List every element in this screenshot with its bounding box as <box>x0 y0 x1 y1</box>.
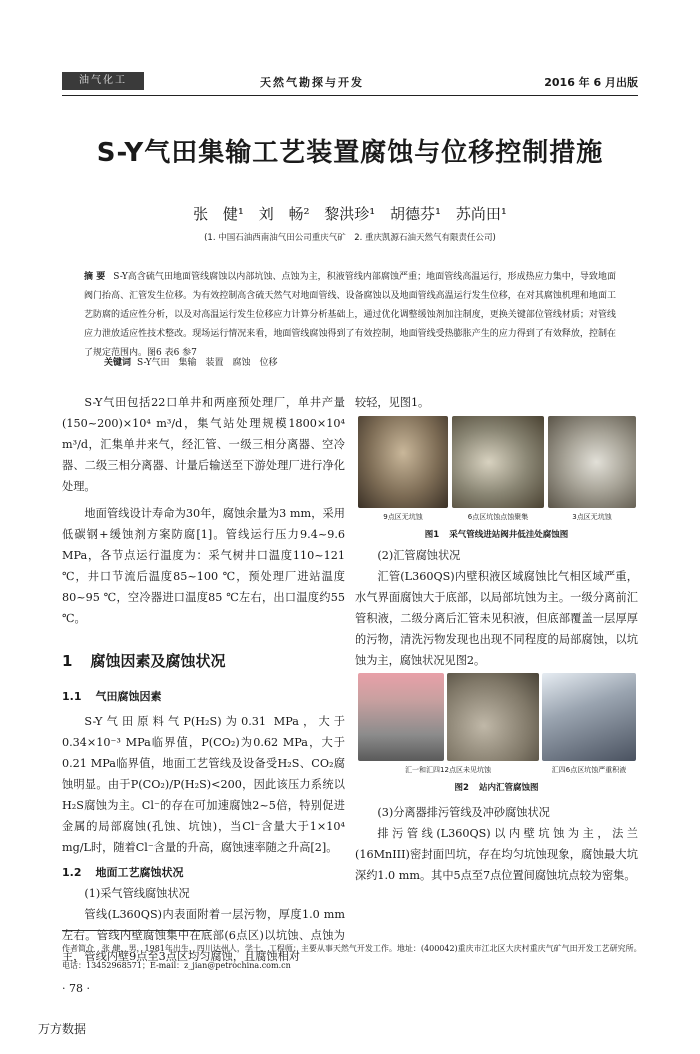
figure-2-photo-left <box>358 673 444 761</box>
figure-2-photo-middle <box>447 673 539 761</box>
subsection-heading <box>62 862 345 883</box>
figure-1-photo-right <box>548 416 636 508</box>
footnote-rule <box>62 930 212 931</box>
body-paragraph: 管线(L360QS)内表面附着一层污物，厚度1.0 mm左右。管线内壁腐蚀集中在底部(6点区)以坑蚀、点蚀为主，管线内壁9点至3点区均匀腐蚀，且腐蚀相对 <box>62 908 345 963</box>
keywords-label: 关键词 <box>104 358 132 368</box>
body-paragraph: S-Y气田原料气P(H₂S)为0.31 MPa，大于0.34×10⁻³ MPa临界值，P(CO₂)为0.62 MPa，大于0.21 MPa临界值，地面工艺管线及设备受H₂S、CO₂腐蚀明显。由于P(CO₂)/P(H₂S)<200，因此该压力系统以H₂S腐蚀为主。Cl⁻的存在可加速腐蚀2~5倍，特别促进金属的局部腐蚀(孔蚀、坑蚀)，当Cl⁻含量大于1×10⁴ mg/L时，随着Cl⁻含量的升高，腐蚀速率随之升高[2]。 <box>62 715 345 854</box>
sub-heading: (3)分离器排污管线及冲砂腐蚀状况 <box>377 806 550 819</box>
subsection-number: 1.1 <box>62 690 82 703</box>
body-paragraph: 排污管线(L360QS)以内壁坑蚀为主，法兰(16MnIII)密封面凹坑，存在均匀坑蚀现象，腐蚀最大坑深约1.0 mm。其中5点至7点位置间腐蚀坑点较为密集。 <box>355 827 638 882</box>
section-number: 1 <box>62 652 73 670</box>
figure-1-caption <box>355 528 638 540</box>
sub-heading: (2)汇管腐蚀状况 <box>377 549 461 562</box>
figure-2-caption <box>355 781 638 793</box>
figure-2-photo-right <box>542 673 636 761</box>
watermark: 万方数据 <box>38 1022 87 1036</box>
figure-2-label: 汇一和汇四12点区未见坑蚀 <box>405 766 491 774</box>
journal-name: 天然气勘探与开发 <box>260 76 364 89</box>
subsection-title: 气田腐蚀因素 <box>95 690 162 703</box>
right-column-top <box>355 392 638 413</box>
figure-1-label: 9点区无坑蚀 <box>383 513 423 521</box>
section-title: 腐蚀因素及腐蚀状况 <box>90 652 226 670</box>
subsection-title: 地面工艺腐蚀状况 <box>95 866 184 879</box>
figure-2-label: 汇四6点区坑蚀严重积液 <box>551 766 627 774</box>
section-badge: 油气化工 <box>62 72 144 90</box>
figure-1-label: 6点区坑蚀点蚀聚集 <box>467 513 529 521</box>
sub-heading: (1)采气管线腐蚀状况 <box>84 887 190 900</box>
keywords-text: S-Y气田 集输 装置 腐蚀 位移 <box>137 358 278 368</box>
figure-1-photo-middle <box>452 416 544 508</box>
body-paragraph: S-Y气田包括22口单井和两座预处理厂，单井产量(150~200)×10⁴ m³/d，集气站处理规模1800×10⁴ m³/d，汇集单井来气，经汇管、一级三相分离器、空冷器、二级三相分离器、计量后输送至下游处理厂进行净化处理。 <box>62 396 345 493</box>
affiliation: (1. 中国石油西南油气田公司重庆气矿 2. 重庆凯源石油天然气有限责任公司) <box>204 233 496 243</box>
abstract-text: S-Y高含硫气田地面管线腐蚀以内部坑蚀、点蚀为主，积液管线内部腐蚀严重；地面管线高温运行，形成热应力集中，导致地面阀门抬高、汇管发生位移。为有效控制高含硫天然气对地面管线、设备腐蚀以及地面管线高温运行发生位移，在对其腐蚀机理和地面工艺防腐的适应性分析，以及对高温运行发生位移应力计算分析基础上，通过优化调整缓蚀剂加注制度，更换关键部位管线材质；对管线应力泄放适应性技术整改。现场运行情况来看，地面管线腐蚀得到了有效控制，地面管线受热膨胀产生的应力得到了有效释放，控制在了规定范围内。图6 表6 参7 <box>84 272 616 358</box>
left-column <box>62 392 345 967</box>
header-rule <box>62 95 638 96</box>
subsection-heading <box>62 686 345 707</box>
section-heading <box>62 651 345 672</box>
author-list: 张 健¹ 刘 畅² 黎洪珍¹ 胡德芬¹ 苏尚田¹ <box>193 205 507 223</box>
right-column-middle <box>355 545 638 671</box>
issue-date: 2016 年 6 月出版 <box>544 76 638 89</box>
right-column-bottom <box>355 802 638 886</box>
figure-caption-text: 采气管线进站阀井低洼处腐蚀图 <box>449 530 569 540</box>
figure-number: 图2 <box>454 783 469 793</box>
author-footnote: 作者简介 张 健，男，1981年出生，四川达州人，学士，工程师；主要从事天然气开发工作。地址：(400042)重庆市江北区大庆村重庆气矿气田开发工艺研究所。电话：13452968571；E-mail：z_jian@petrochina.com.cn <box>62 944 642 970</box>
abstract-label: 摘 要 <box>84 272 106 282</box>
figure-number: 图1 <box>424 530 440 540</box>
body-paragraph: 汇管(L360QS)内壁积液区域腐蚀比气相区域严重，水气界面腐蚀大于底部，以局部坑蚀为主。一级分离前汇管积液，二级分离后汇管未见积液，但底部覆盖一层厚厚的污物，清洗污物发现也出现不同程度的局部腐蚀，以坑蚀为主，腐蚀状况见图2。 <box>355 570 638 667</box>
keywords <box>104 355 278 368</box>
paper-title: S-Y气田集输工艺装置腐蚀与位移控制措施 <box>96 138 604 168</box>
figure-1-label: 3点区无坑蚀 <box>572 513 612 521</box>
body-paragraph: 较轻，见图1。 <box>355 396 430 409</box>
subsection-number: 1.2 <box>62 866 82 879</box>
figure-1-photo-left <box>358 416 448 508</box>
page-number: · 78 · <box>62 982 90 995</box>
abstract <box>84 268 616 363</box>
body-paragraph: 地面管线设计寿命为30年，腐蚀余量为3 mm，采用低碳钢+缓蚀剂方案防腐[1]。管线运行压力9.4~9.6 MPa，各节点运行温度为：采气树井口温度110~121 ℃，井口节流后温度85~100 ℃，预处理厂进站温度80~95 ℃，空冷器进口温度85 ℃左右，出口温度约55 ℃。 <box>62 507 345 625</box>
figure-caption-text: 站内汇管腐蚀图 <box>478 783 539 793</box>
